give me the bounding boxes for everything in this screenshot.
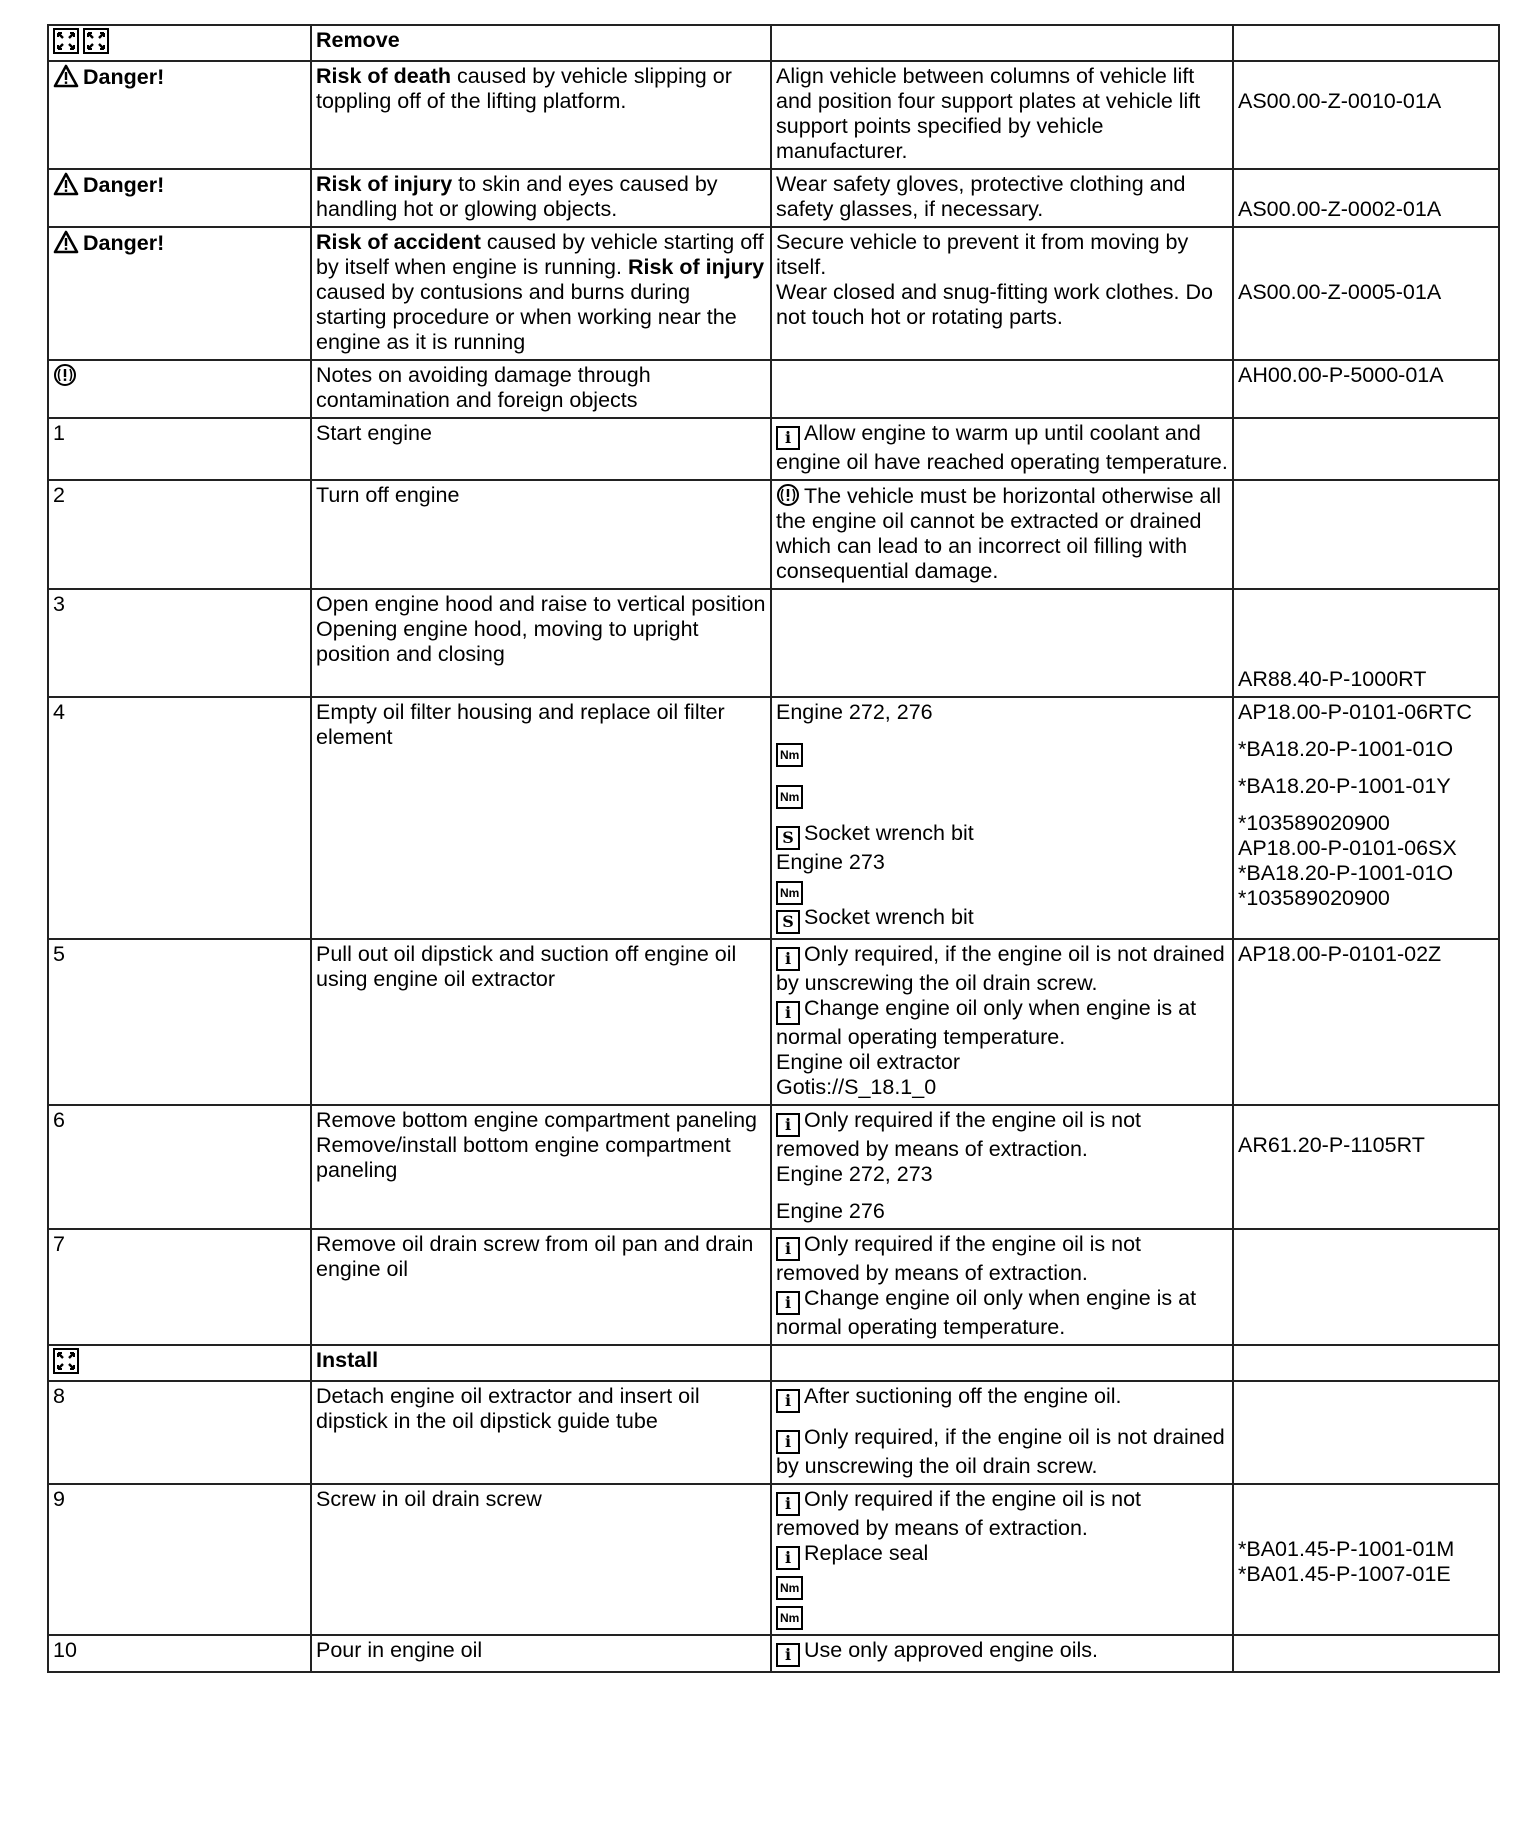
note-text: Only required, if the engine oil is not drained by unscrewing the oil drain screw. xyxy=(776,1425,1225,1478)
note-text: Change engine oil only when engine is at normal operating temperature. xyxy=(776,1286,1197,1339)
table-row xyxy=(48,418,1499,480)
note-text: Only required if the engine oil is not removed by means of extraction. xyxy=(776,1487,1142,1540)
reference-cell xyxy=(1233,25,1499,61)
notes-cell xyxy=(771,939,1233,1105)
table-row xyxy=(48,360,1499,418)
reference-cell xyxy=(1233,1105,1499,1229)
action-text: Opening engine hood, moving to upright position and closing xyxy=(316,617,699,666)
step-cell xyxy=(48,1345,311,1381)
reference-line: AR61.20-P-1105RT xyxy=(1238,1133,1425,1157)
reference-line: AP18.00-P-0101-02Z xyxy=(1238,942,1442,966)
info-icon: i xyxy=(776,1237,800,1261)
reference-line: *103589020900 xyxy=(1238,886,1390,910)
table-row xyxy=(48,1229,1499,1345)
note-text: Engine 272, 276 xyxy=(776,700,933,724)
warning-triangle-icon xyxy=(53,172,79,196)
note-line xyxy=(776,737,1228,767)
table-row xyxy=(48,480,1499,589)
action-text: Risk of accident xyxy=(316,230,481,254)
reference-line xyxy=(1238,172,1494,197)
reference-cell xyxy=(1233,169,1499,227)
note-line xyxy=(776,1487,1228,1541)
note-line xyxy=(776,1075,1228,1100)
note-line xyxy=(776,1570,1228,1600)
action-text: Remove xyxy=(316,28,400,52)
reference-line: *BA18.20-P-1001-01Y xyxy=(1238,774,1451,798)
tool-icon: S xyxy=(776,826,800,850)
reference-line: AH00.00-P-5000-01A xyxy=(1238,363,1444,387)
note-text: After suctioning off the engine oil. xyxy=(804,1384,1122,1408)
action-cell xyxy=(311,1381,771,1484)
note-text: Replace seal xyxy=(804,1541,929,1565)
notes-cell xyxy=(771,697,1233,939)
note-text: Change engine oil only when engine is at normal operating temperature. xyxy=(776,996,1197,1049)
notes-cell xyxy=(771,1229,1233,1345)
note-text: Align vehicle between columns of vehicle lift and position four support plates at vehicle lift support points specified by vehicle manufacturer. xyxy=(776,64,1201,163)
action-text: Remove bottom engine compartment paneling xyxy=(316,1108,758,1132)
reference-cell xyxy=(1233,1635,1499,1672)
reference-line: AS00.00-Z-0005-01A xyxy=(1238,280,1442,304)
action-text: Risk of injury xyxy=(316,172,453,196)
spacer xyxy=(776,725,1228,737)
reference-line xyxy=(1238,1421,1494,1446)
note-line xyxy=(776,64,1228,164)
action-cell xyxy=(311,480,771,589)
step-number: 8 xyxy=(53,1384,65,1408)
reference-cell xyxy=(1233,360,1499,418)
note-text: Only required if the engine oil is not removed by means of extraction. xyxy=(776,1232,1142,1285)
step-cell xyxy=(48,939,311,1105)
note-line xyxy=(776,700,1228,725)
reference-cell xyxy=(1233,1345,1499,1381)
reference-line: *BA18.20-P-1001-01O xyxy=(1238,861,1454,885)
info-icon: i xyxy=(776,1389,800,1413)
notes-cell xyxy=(771,1635,1233,1672)
note-line xyxy=(776,1108,1228,1162)
info-icon: i xyxy=(776,426,800,450)
torque-nm-icon: Nm xyxy=(776,881,803,905)
step-cell xyxy=(48,227,311,360)
action-cell xyxy=(311,1635,771,1672)
reference-line xyxy=(1238,64,1494,89)
note-line xyxy=(776,875,1228,905)
reference-line xyxy=(1238,967,1494,992)
note-line xyxy=(776,230,1228,280)
reference-line xyxy=(1238,1170,1494,1195)
step-number: 10 xyxy=(53,1638,77,1662)
info-icon: i xyxy=(776,1492,800,1516)
reference-line xyxy=(1238,1108,1494,1133)
reference-line xyxy=(1238,1512,1494,1537)
action-text: caused by vehicle slipping or toppling off of the lifting platform. xyxy=(316,64,732,113)
note-text: Socket wrench bit xyxy=(804,821,974,845)
reference-cell xyxy=(1233,1381,1499,1484)
note-text: Secure vehicle to prevent it from moving by itself. xyxy=(776,230,1189,279)
notes-cell xyxy=(771,480,1233,589)
step-cell xyxy=(48,1484,311,1635)
note-line xyxy=(776,280,1228,330)
notes-cell xyxy=(771,25,1233,61)
note-line xyxy=(776,421,1228,475)
step-cell xyxy=(48,61,311,169)
warning-triangle-icon xyxy=(53,230,79,254)
note-line xyxy=(776,821,1228,850)
reference-cell xyxy=(1233,939,1499,1105)
step-number: 5 xyxy=(53,942,65,966)
action-text: caused by vehicle starting off by itself when engine is running. xyxy=(316,230,764,279)
danger-label: Danger! xyxy=(83,65,165,89)
step-cell xyxy=(48,169,311,227)
note-text: Only required if the engine oil is not removed by means of extraction. xyxy=(776,1108,1142,1161)
action-text: Pull out oil dipstick and suction off engine oil using engine oil extractor xyxy=(316,942,737,991)
step-cell xyxy=(48,480,311,589)
torque-nm-icon: Nm xyxy=(776,1606,803,1630)
step-cell xyxy=(48,25,311,61)
spacer xyxy=(776,1187,1228,1199)
reference-cell xyxy=(1233,61,1499,169)
note-text: Only required, if the engine oil is not drained by unscrewing the oil drain screw. xyxy=(776,942,1225,995)
reference-line xyxy=(1238,483,1494,508)
torque-nm-icon: Nm xyxy=(776,785,803,809)
step-number: 7 xyxy=(53,1232,65,1256)
reference-line: AP18.00-P-0101-06RTC xyxy=(1238,700,1472,724)
note-line xyxy=(776,1286,1228,1340)
note-text: Allow engine to warm up until coolant and engine oil have reached operating temperature. xyxy=(776,421,1228,474)
reference-line: *BA01.45-P-1001-01M xyxy=(1238,1537,1455,1561)
torque-nm-icon: Nm xyxy=(776,743,803,767)
note-line xyxy=(776,1050,1228,1075)
reference-cell xyxy=(1233,697,1499,939)
note-line xyxy=(776,996,1228,1050)
info-icon: i xyxy=(776,1113,800,1137)
note-line xyxy=(776,1384,1228,1413)
procedure-table xyxy=(47,24,1500,1673)
step-cell xyxy=(48,418,311,480)
action-text: caused by contusions and burns during starting procedure or when working near the engine as it is running xyxy=(316,280,737,354)
remove-symbol-icon xyxy=(53,28,79,54)
note-text: Socket wrench bit xyxy=(804,905,974,929)
action-cell xyxy=(311,25,771,61)
reference-line xyxy=(1238,1384,1494,1409)
table-row xyxy=(48,227,1499,360)
step-cell xyxy=(48,589,311,697)
note-text: Engine 276 xyxy=(776,1199,885,1223)
reference-line xyxy=(1238,1232,1494,1257)
spacer xyxy=(1238,725,1494,737)
reference-line: AP18.00-P-0101-06SX xyxy=(1238,836,1457,860)
action-text: Turn off engine xyxy=(316,483,460,507)
table-row xyxy=(48,61,1499,169)
note-text: Gotis://S_18.1_0 xyxy=(776,1075,937,1099)
table-row xyxy=(48,1484,1499,1635)
action-text: Start engine xyxy=(316,421,432,445)
step-number: 6 xyxy=(53,1108,65,1132)
reference-cell xyxy=(1233,589,1499,697)
table-row xyxy=(48,589,1499,697)
reference-line xyxy=(1238,592,1494,617)
action-cell xyxy=(311,1229,771,1345)
reference-line: AR88.40-P-1000RT xyxy=(1238,667,1427,691)
reference-line: *BA01.45-P-1007-01E xyxy=(1238,1562,1451,1586)
step-cell xyxy=(48,1381,311,1484)
action-cell xyxy=(311,169,771,227)
remove-symbol-icon xyxy=(83,28,109,54)
note-text: Use only approved engine oils. xyxy=(804,1638,1099,1662)
spacer xyxy=(1238,799,1494,811)
table-row xyxy=(48,1635,1499,1672)
notes-cell xyxy=(771,1484,1233,1635)
step-cell xyxy=(48,697,311,939)
notes-cell xyxy=(771,61,1233,169)
info-icon: i xyxy=(776,1546,800,1570)
note-line xyxy=(776,1541,1228,1570)
note-text: Wear closed and snug-fitting work clothes. Do not touch hot or rotating parts. xyxy=(776,280,1213,329)
info-icon: i xyxy=(776,1291,800,1315)
action-text: Remove/install bottom engine compartment paneling xyxy=(316,1133,731,1182)
reference-line xyxy=(1238,421,1494,446)
danger-label: Danger! xyxy=(83,231,165,255)
action-cell xyxy=(311,939,771,1105)
action-text: Notes on avoiding damage through contamination and foreign objects xyxy=(316,363,651,412)
reference-line xyxy=(1238,1638,1494,1663)
notes-cell xyxy=(771,1381,1233,1484)
table-row xyxy=(48,169,1499,227)
info-icon: i xyxy=(776,1001,800,1025)
action-text: Open engine hood and raise to vertical position xyxy=(316,592,766,616)
table-row xyxy=(48,1381,1499,1484)
spacer xyxy=(776,1413,1228,1425)
step-number: 3 xyxy=(53,592,65,616)
reference-line xyxy=(1238,1257,1494,1282)
reference-line: *BA18.20-P-1001-01O xyxy=(1238,737,1454,761)
note-text: Wear safety gloves, protective clothing and safety glasses, if necessary. xyxy=(776,172,1186,221)
note-line xyxy=(776,1199,1228,1224)
action-cell xyxy=(311,589,771,697)
spacer xyxy=(1238,1158,1494,1170)
action-cell xyxy=(311,360,771,418)
step-number: 4 xyxy=(53,700,65,724)
note-line xyxy=(776,1600,1228,1630)
danger-label: Danger! xyxy=(83,173,165,197)
action-cell xyxy=(311,227,771,360)
action-text: Detach engine oil extractor and insert oil dipstick in the oil dipstick guide tube xyxy=(316,1384,700,1433)
note-text: Engine 272, 273 xyxy=(776,1162,933,1186)
action-text: Install xyxy=(316,1348,379,1372)
tool-icon: S xyxy=(776,910,800,934)
notes-cell xyxy=(771,418,1233,480)
warning-triangle-icon xyxy=(53,64,79,88)
notes-cell xyxy=(771,589,1233,697)
table-row xyxy=(48,1345,1499,1381)
action-cell xyxy=(311,1345,771,1381)
action-cell xyxy=(311,1105,771,1229)
reference-line xyxy=(1238,992,1494,1017)
reference-line: AS00.00-Z-0002-01A xyxy=(1238,197,1442,221)
reference-line: *103589020900 xyxy=(1238,811,1390,835)
note-line xyxy=(776,1638,1228,1667)
step-number: 9 xyxy=(53,1487,65,1511)
notes-cell xyxy=(771,360,1233,418)
reference-line xyxy=(1238,1017,1494,1042)
info-icon: i xyxy=(776,947,800,971)
action-text: Risk of death xyxy=(316,64,451,88)
notes-cell xyxy=(771,169,1233,227)
spacer xyxy=(1238,1409,1494,1421)
note-line xyxy=(776,905,1228,934)
notes-cell xyxy=(771,1105,1233,1229)
reference-cell xyxy=(1233,480,1499,589)
reference-line xyxy=(1238,642,1494,667)
note-line xyxy=(776,850,1228,875)
table-row xyxy=(48,939,1499,1105)
step-number: 1 xyxy=(53,421,65,445)
step-number: 2 xyxy=(53,483,65,507)
action-text: Remove oil drain screw from oil pan and drain engine oil xyxy=(316,1232,754,1281)
step-cell xyxy=(48,1105,311,1229)
table-row xyxy=(48,697,1499,939)
action-cell xyxy=(311,1484,771,1635)
action-text: Screw in oil drain screw xyxy=(316,1487,542,1511)
install-symbol-icon xyxy=(53,1348,79,1374)
note-line xyxy=(776,942,1228,996)
reference-line xyxy=(1238,230,1494,255)
note-text: Engine 273 xyxy=(776,850,885,874)
notes-cell xyxy=(771,227,1233,360)
note-line xyxy=(776,1162,1228,1187)
action-cell xyxy=(311,61,771,169)
notes-cell xyxy=(771,1345,1233,1381)
caution-circle-icon xyxy=(53,363,77,387)
action-cell xyxy=(311,697,771,939)
reference-line xyxy=(1238,1487,1494,1512)
spacer xyxy=(776,809,1228,821)
reference-line: AS00.00-Z-0010-01A xyxy=(1238,89,1442,113)
note-text: Engine oil extractor xyxy=(776,1050,961,1074)
note-line xyxy=(776,172,1228,222)
action-text: Risk of injury xyxy=(627,255,765,279)
table-row xyxy=(48,1105,1499,1229)
reference-cell xyxy=(1233,418,1499,480)
step-cell xyxy=(48,1229,311,1345)
reference-cell xyxy=(1233,227,1499,360)
action-text: to skin and eyes caused by handling hot or glowing objects. xyxy=(316,172,718,221)
spacer xyxy=(776,767,1228,779)
note-line xyxy=(776,1425,1228,1479)
table-row xyxy=(48,25,1499,61)
action-cell xyxy=(311,418,771,480)
note-line xyxy=(776,1232,1228,1286)
reference-cell xyxy=(1233,1229,1499,1345)
action-text: Empty oil filter housing and replace oil filter element xyxy=(316,700,725,749)
torque-nm-icon: Nm xyxy=(776,1576,803,1600)
step-cell xyxy=(48,360,311,418)
caution-circle-icon xyxy=(776,483,800,507)
reference-line xyxy=(1238,617,1494,642)
spacer xyxy=(1238,762,1494,774)
info-icon: i xyxy=(776,1430,800,1454)
reference-line xyxy=(1238,255,1494,280)
note-line xyxy=(776,483,1228,584)
note-line xyxy=(776,779,1228,809)
action-text: Pour in engine oil xyxy=(316,1638,483,1662)
info-icon: i xyxy=(776,1643,800,1667)
step-cell xyxy=(48,1635,311,1672)
note-text: The vehicle must be horizontal otherwise all the engine oil cannot be extracted or drained which can lead to an incorrect oil filling with consequential damage. xyxy=(776,484,1222,583)
reference-cell xyxy=(1233,1484,1499,1635)
